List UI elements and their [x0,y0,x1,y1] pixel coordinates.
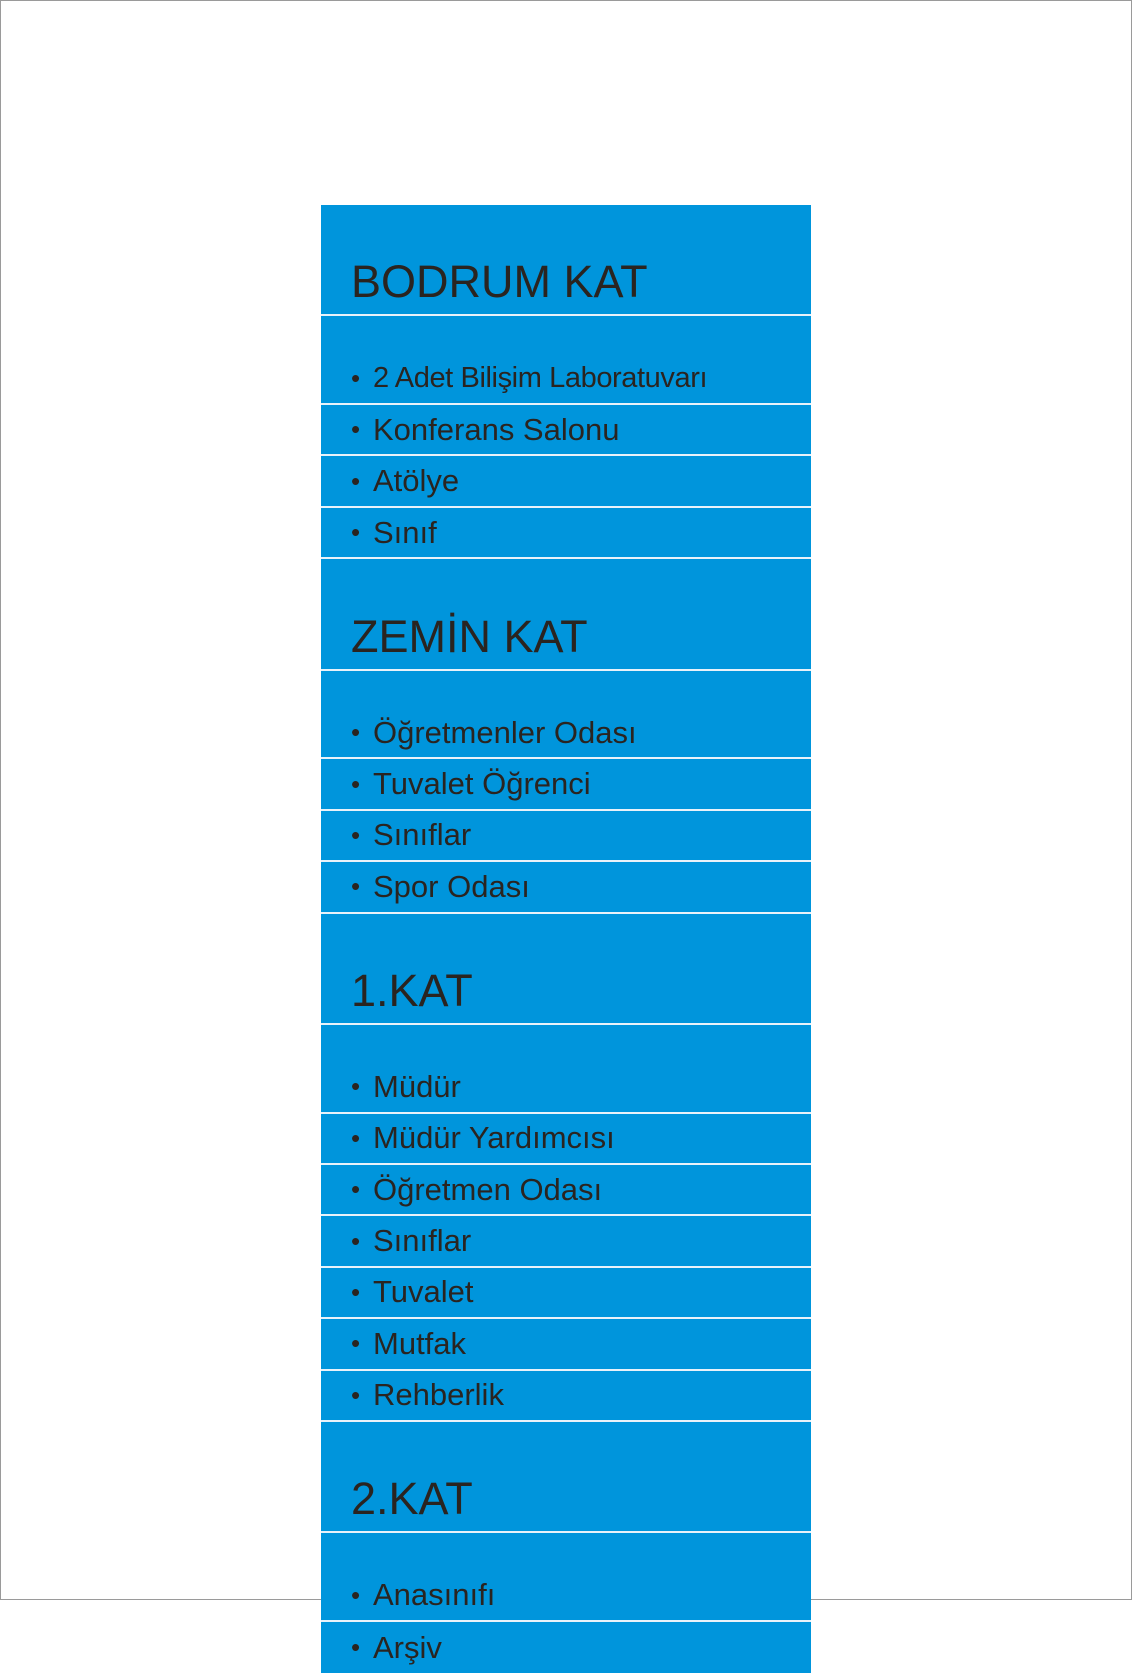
room-label: Anasınıfı [373,1577,496,1613]
list-item [321,811,811,862]
list-item [321,759,811,810]
list-item [321,1062,811,1113]
bullet-icon: • [351,1632,361,1663]
room-label: Arşiv [373,1629,442,1665]
bullet-icon: • [351,717,361,748]
room-label: Tuvalet [373,1274,474,1310]
list-item [321,508,811,559]
floor-heading: ZEMİN KAT [321,597,811,671]
room-label: Sınıf [373,514,437,550]
bullet-icon: • [351,1379,361,1410]
list-item [321,708,811,759]
bullet-icon: • [351,1122,361,1153]
floor-heading: BODRUM KAT [321,242,811,316]
bullet-icon: • [351,1328,361,1359]
list-item [321,405,811,456]
room-list [321,1571,811,1673]
room-label: Mutfak [373,1325,467,1361]
room-label: Öğretmen Odası [373,1171,603,1207]
room-list [321,1062,811,1422]
room-list [321,354,811,560]
room-label: Spor Odası [373,868,530,904]
room-label: Atölye [373,463,460,499]
room-label: 2 Adet Bilişim Laboratuvarı [373,361,708,394]
room-list [321,708,811,914]
room-label: Rehberlik [373,1377,504,1413]
list-item [321,1114,811,1165]
floor-heading: 1.KAT [321,951,811,1025]
list-item [321,1571,811,1622]
floor-section-second [321,1459,811,1673]
bullet-icon: • [351,465,361,496]
room-label: Sınıflar [373,1223,472,1259]
bullet-icon: • [351,871,361,902]
list-item [321,1216,811,1267]
bullet-icon: • [351,819,361,850]
list-item [321,862,811,913]
floor-section-ground [321,597,811,914]
bullet-icon: • [351,1071,361,1102]
bullet-icon: • [351,768,361,799]
bullet-icon: • [351,362,360,393]
room-label: Sınıflar [373,817,472,853]
floor-section-first [321,951,811,1422]
list-item [321,1268,811,1319]
floor-directory-board [321,205,811,1673]
bullet-icon: • [351,1225,361,1256]
bullet-icon: • [351,1174,361,1205]
bullet-icon: • [351,517,361,548]
floor-heading: 2.KAT [321,1459,811,1533]
bullet-icon: • [351,414,361,445]
list-item [321,1165,811,1216]
room-label: Tuvalet Öğrenci [373,766,591,802]
list-item [321,1371,811,1422]
room-label: Öğretmenler Odası [373,714,637,750]
bullet-icon: • [351,1276,361,1307]
list-item [321,1622,811,1673]
room-label: Konferans Salonu [373,411,620,447]
room-label: Müdür [373,1068,461,1104]
list-item [321,456,811,507]
floor-section-basement [321,242,811,559]
list-item [321,354,811,405]
bullet-icon: • [351,1579,361,1610]
list-item [321,1319,811,1370]
room-label: Müdür Yardımcısı [373,1120,615,1156]
